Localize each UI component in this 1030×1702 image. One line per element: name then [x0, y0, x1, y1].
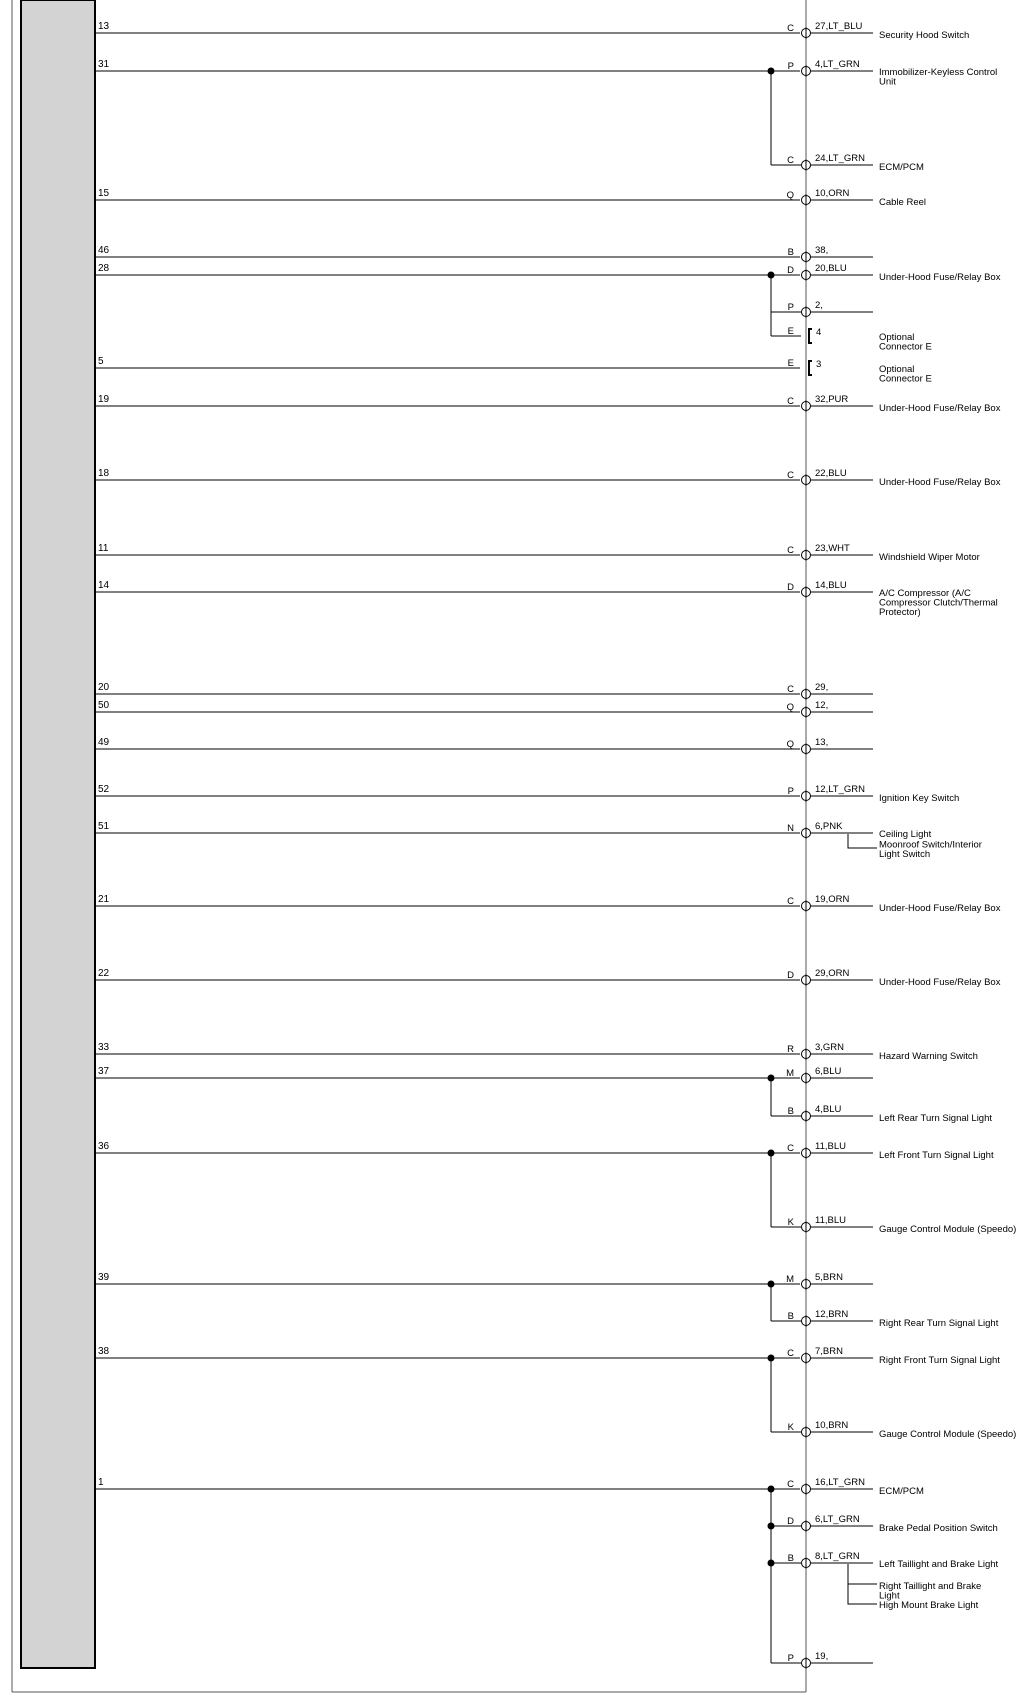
splice-dot [768, 1523, 775, 1530]
destination-label: A/C Compressor (A/C [879, 588, 971, 599]
module-pin-label: 19 [98, 394, 110, 405]
circuit-row [95, 894, 1001, 914]
wire-label: 4,BLU [815, 1104, 842, 1115]
circuit-row [95, 263, 1001, 283]
module-pin-label: 14 [98, 580, 110, 591]
splice-dot [768, 68, 775, 75]
wire-label: 3 [816, 359, 822, 370]
circuit-row [95, 1042, 978, 1062]
destination-label: ECM/PCM [879, 162, 924, 173]
connector-letter: Q [786, 190, 794, 201]
destination-label: Immobilizer-Keyless Control [879, 67, 998, 78]
circuit-row [788, 1551, 999, 1611]
connector-letter: C [787, 684, 794, 695]
splice-dot [768, 1075, 775, 1082]
wire-label: 27,LT_BLU [815, 21, 863, 32]
destination-label: Left Taillight and Brake Light [879, 1559, 999, 1570]
connector-letter: C [787, 470, 794, 481]
connector-letter: P [787, 302, 794, 313]
connector-letter: B [787, 1106, 794, 1117]
wire-label: 19,ORN [815, 894, 850, 905]
wire-label: 24,LT_GRN [815, 153, 865, 164]
module-pin-label: 52 [98, 784, 110, 795]
circuit-row [95, 821, 982, 860]
connector-letter: C [787, 896, 794, 907]
diagram-frame [12, 0, 806, 1692]
connector-letter: P [787, 786, 794, 797]
connector-letter: R [787, 1044, 794, 1055]
module-pin-label: 39 [98, 1272, 110, 1283]
circuit-row [787, 1514, 998, 1534]
splice-junction [768, 1150, 802, 1228]
splice-dot [768, 1560, 775, 1567]
wire-label: 10,BRN [815, 1420, 849, 1431]
circuit-row [788, 1215, 1017, 1235]
splice-junction [768, 1355, 802, 1433]
destination-label: Brake Pedal Position Switch [879, 1523, 998, 1534]
connector-letter: C [787, 545, 794, 556]
destination-label: Gauge Control Module (Speedo) [879, 1224, 1017, 1235]
circuit-row [95, 1272, 873, 1290]
destination-label: Optional [879, 364, 915, 375]
destination-label: Left Rear Turn Signal Light [879, 1113, 993, 1124]
connector-letter: M [786, 1274, 794, 1285]
connector-letter: P [787, 61, 794, 72]
connector-letter: C [787, 396, 794, 407]
wire-label: 12, [815, 700, 829, 711]
optional-connector-bracket [809, 329, 812, 343]
destination-label: Connector E [879, 373, 932, 385]
destination-label: Security Hood Switch [879, 30, 970, 41]
module-pin-label: 38 [98, 1346, 110, 1357]
connector-letter: B [787, 247, 794, 258]
splice-dot [768, 1486, 775, 1493]
connector-letter: E [787, 358, 794, 369]
wire-label: 13, [815, 737, 829, 748]
circuit-row [95, 543, 980, 563]
module-pin-label: 37 [98, 1066, 110, 1077]
destination-label: Optional [879, 332, 915, 343]
splice-dot [768, 1281, 775, 1288]
connector-letter: K [787, 1422, 794, 1433]
wire-label: 16,LT_GRN [815, 1477, 865, 1488]
destination-label: Compressor Clutch/Thermal [879, 597, 998, 609]
module-pin-label: 49 [98, 737, 110, 748]
connector-letter: D [787, 265, 794, 276]
connector-letter: C [787, 1348, 794, 1359]
destination-label: Unit [879, 76, 896, 88]
wire-label: 29,ORN [815, 968, 850, 979]
connector-letter: C [787, 1143, 794, 1154]
circuit-row [95, 1141, 994, 1161]
module-pin-label: 46 [98, 245, 110, 256]
destination-label: Windshield Wiper Motor [879, 552, 980, 563]
module-pin-label: 28 [98, 263, 110, 274]
connector-letter: C [787, 1479, 794, 1490]
destination-label: Protector) [879, 607, 921, 618]
destination-label: ECM/PCM [879, 1486, 924, 1497]
wire-label: 6,BLU [815, 1066, 842, 1077]
circuit-row [95, 1477, 924, 1497]
splice-junction [768, 1281, 802, 1322]
circuit-row [95, 784, 959, 804]
circuit-row [788, 300, 873, 318]
module-pin-label: 11 [98, 543, 109, 554]
circuit-row [95, 700, 873, 718]
destination-label: Ignition Key Switch [879, 793, 960, 804]
splice-junction [768, 1075, 802, 1117]
destination-label: Light Switch [879, 849, 931, 860]
splice-dot [768, 1355, 775, 1362]
wire-label: 12,BRN [815, 1309, 849, 1320]
connector-letter: D [787, 582, 794, 593]
destination-label: Gauge Control Module (Speedo) [879, 1429, 1017, 1440]
module-pin-label: 13 [98, 21, 110, 32]
wire-label: 4 [816, 327, 822, 338]
circuit-row [95, 468, 1001, 488]
module-pin-label: 33 [98, 1042, 110, 1053]
wire-label: 32,PUR [815, 394, 849, 405]
module-pin-label: 1 [98, 1477, 104, 1488]
connector-letter: N [787, 823, 794, 834]
circuit-row [788, 1651, 873, 1669]
circuit-row [788, 326, 932, 353]
destination-label: Left Front Turn Signal Light [879, 1150, 994, 1161]
destination-label: Ceiling Light [879, 829, 932, 840]
connector-letter: K [787, 1217, 794, 1228]
splice-junction [768, 1486, 802, 1664]
destination-label: Under-Hood Fuse/Relay Box [879, 272, 1001, 283]
destination-label: Under-Hood Fuse/Relay Box [879, 903, 1001, 914]
module-pin-label: 18 [98, 468, 110, 479]
destination-label: Light [879, 1590, 900, 1602]
control-module-block [21, 0, 95, 1668]
wire-label: 20,BLU [815, 263, 847, 274]
circuit-row [95, 59, 997, 88]
wire-label: 11,BLU [815, 1215, 846, 1226]
destination-label: High Mount Brake Light [879, 1600, 979, 1611]
destination-label: Under-Hood Fuse/Relay Box [879, 977, 1001, 988]
wire-label: 11,BLU [815, 1141, 846, 1152]
wire-label: 7,BRN [815, 1346, 843, 1357]
wire-label: 4,LT_GRN [815, 59, 860, 70]
destination-label: Right Taillight and Brake [879, 1581, 982, 1592]
wire-label: 19, [815, 1651, 829, 1662]
connector-letter: B [787, 1311, 794, 1322]
circuit-row [788, 1104, 993, 1124]
connector-letter: D [787, 1516, 794, 1527]
circuit-row [95, 245, 873, 263]
destination-label: Under-Hood Fuse/Relay Box [879, 403, 1001, 414]
wire-label: 38, [815, 245, 829, 256]
connector-letter: Q [786, 702, 794, 713]
circuit-row [788, 1309, 999, 1329]
module-pin-label: 36 [98, 1141, 110, 1152]
circuit-rows [95, 21, 1016, 1669]
splice-junction [768, 68, 802, 166]
splice-dot [768, 272, 775, 279]
splice-dot [768, 1150, 775, 1157]
circuit-row [95, 580, 998, 618]
circuit-row [95, 1346, 1000, 1366]
connector-letter: D [787, 970, 794, 981]
wire-label: 23,WHT [815, 543, 850, 554]
connector-letter: Q [786, 739, 794, 750]
destination-label: Cable Reel [879, 197, 926, 208]
circuit-row [787, 153, 924, 173]
wire-label: 2, [815, 300, 823, 311]
wire-label: 8,LT_GRN [815, 1551, 860, 1562]
circuit-row [95, 188, 926, 208]
module-pin-label: 5 [98, 356, 104, 367]
destination-label: Under-Hood Fuse/Relay Box [879, 477, 1001, 488]
wire-label: 6,LT_GRN [815, 1514, 860, 1525]
wire-label: 14,BLU [815, 580, 847, 591]
module-pin-label: 50 [98, 700, 110, 711]
module-pin-label: 20 [98, 682, 110, 693]
connector-letter: E [787, 326, 794, 337]
circuit-row [95, 737, 873, 755]
wire-label: 5,BRN [815, 1272, 843, 1283]
branch-line [848, 834, 877, 848]
connector-letter: B [787, 1553, 794, 1564]
wire-label: 10,ORN [815, 188, 850, 199]
connector-letter: C [787, 155, 794, 166]
module-pin-label: 31 [98, 59, 110, 70]
connector-letter: P [787, 1653, 794, 1664]
circuit-row [95, 968, 1001, 988]
wire-label: 22,BLU [815, 468, 847, 479]
destination-label: Connector E [879, 341, 932, 353]
wire-label: 6,PNK [815, 821, 843, 832]
circuit-row [95, 682, 873, 700]
circuit-row [95, 1066, 873, 1084]
circuit-row [788, 1420, 1017, 1440]
splice-junction [768, 272, 802, 337]
connector-letter: M [786, 1068, 794, 1079]
wire-label: 3,GRN [815, 1042, 845, 1053]
connector-letter: C [787, 23, 794, 34]
module-pin-label: 51 [98, 821, 110, 832]
wire-label: 29, [815, 682, 829, 693]
wire-label: 12,LT_GRN [815, 784, 865, 795]
destination-label: Right Front Turn Signal Light [879, 1355, 1000, 1366]
optional-connector-bracket [809, 361, 812, 375]
module-pin-label: 21 [98, 894, 110, 905]
module-pin-label: 15 [98, 188, 110, 199]
destination-label: Right Rear Turn Signal Light [879, 1318, 999, 1329]
destination-label: Moonroof Switch/Interior [879, 839, 982, 851]
module-pin-label: 22 [98, 968, 110, 979]
circuit-row [95, 394, 1001, 414]
destination-label: Hazard Warning Switch [879, 1051, 978, 1062]
circuit-row [95, 21, 969, 41]
